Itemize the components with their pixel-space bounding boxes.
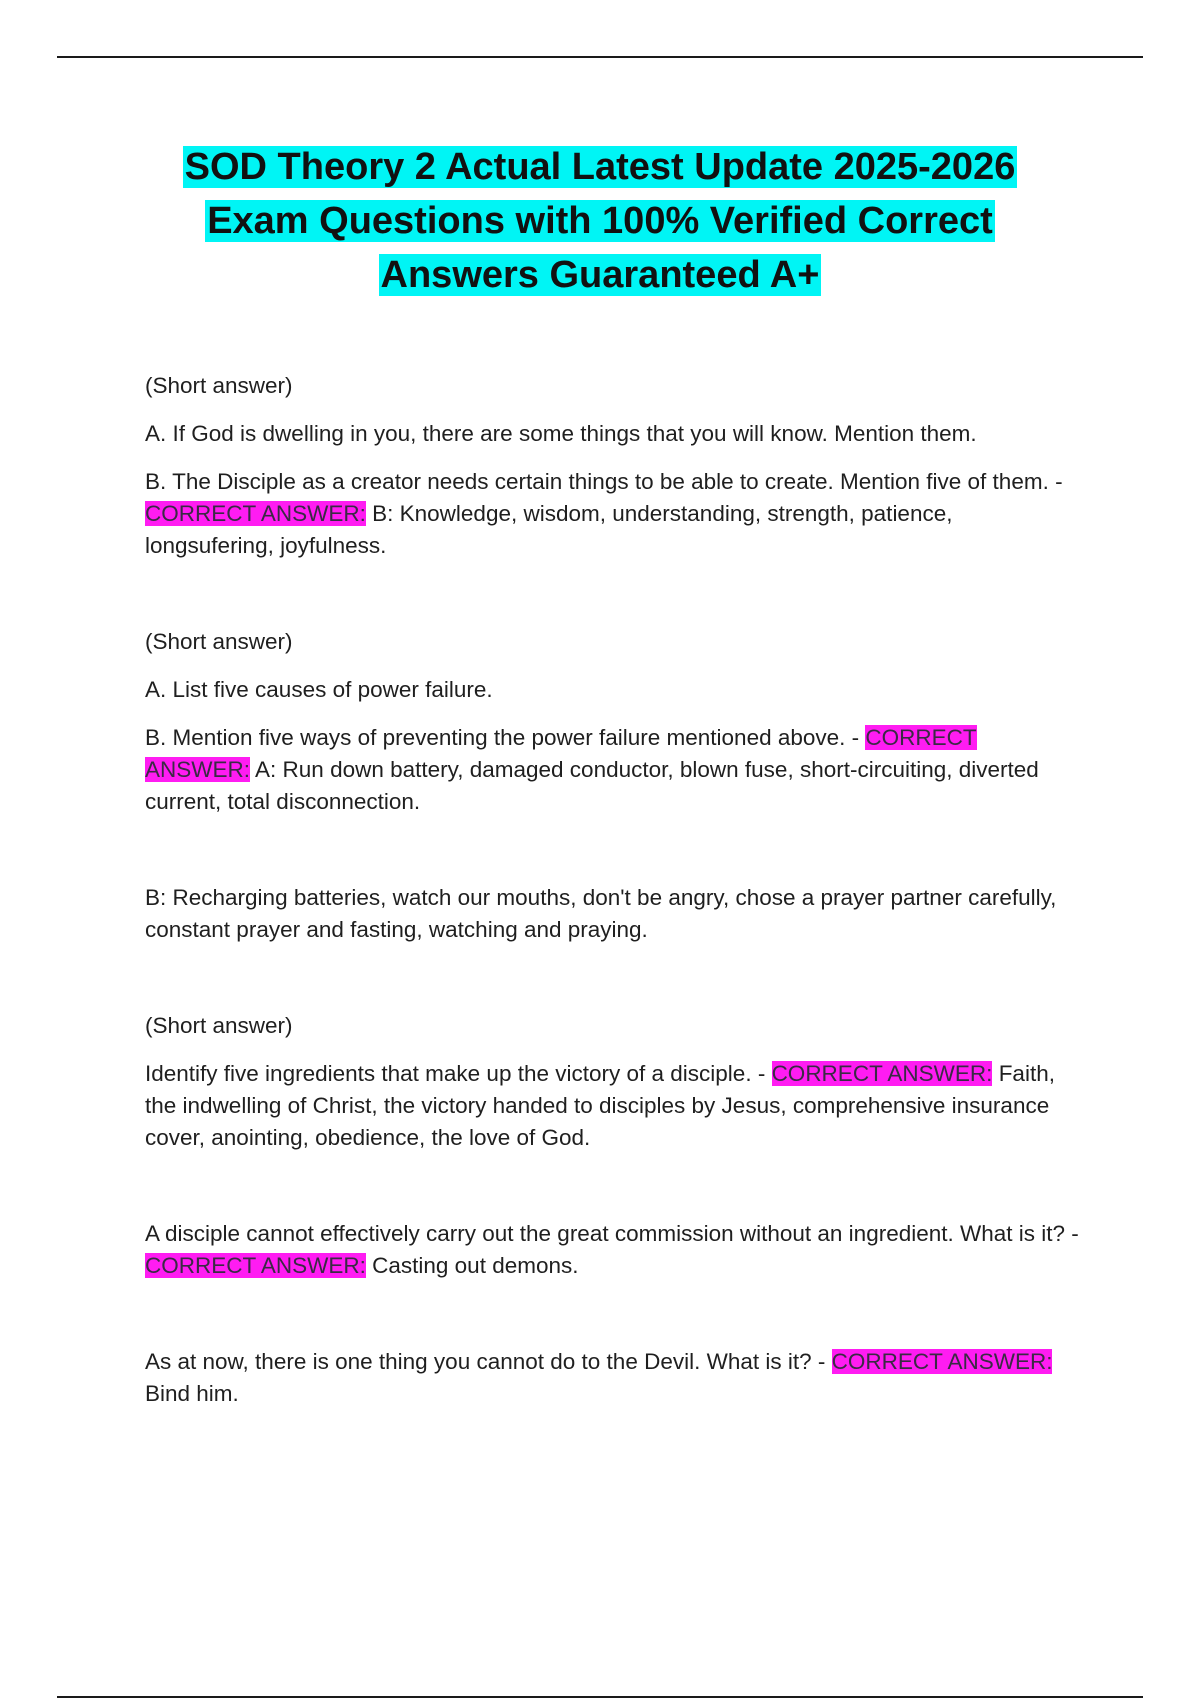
question-b-with-answer	[145, 466, 1085, 562]
title-line-1: SOD Theory 2 Actual Latest Update 2025-2026	[184, 146, 1016, 188]
answer-text-continued: B: Recharging batteries, watch our mouths, don't be angry, chose a prayer partner carefully, constant prayer and fasting, watching and praying.	[145, 885, 1057, 942]
answer-text: B: Knowledge, wisdom, understanding, strength, patience, longsufering, joyfulness.	[145, 501, 953, 558]
short-answer-label: (Short answer)	[145, 373, 293, 398]
correct-answer-label: CORRECT ANSWER:	[771, 1061, 993, 1086]
document-title	[100, 140, 1100, 302]
title-line-2: Exam Questions with 100% Verified Correct	[207, 200, 993, 242]
question-b-with-answer	[145, 722, 1085, 818]
question-with-answer	[145, 1058, 1085, 1154]
question-a: A. List five causes of power failure.	[145, 677, 493, 702]
answer-text: Bind him.	[145, 1381, 239, 1406]
question-b: B. Mention five ways of preventing the power failure mentioned above. -	[145, 725, 866, 750]
question: A disciple cannot effectively carry out the great commission without an ingredient. What is it? -	[145, 1221, 1079, 1246]
question-with-answer	[145, 1218, 1085, 1282]
question-a: A. If God is dwelling in you, there are some things that you will know. Mention them.	[145, 421, 977, 446]
top-rule	[57, 56, 1143, 58]
bottom-rule	[57, 1696, 1143, 1698]
answer-text: Faith, the indwelling of Christ, the victory handed to disciples by Jesus, comprehensive insurance cover, anointing, obedience, the love of God.	[145, 1061, 1055, 1150]
correct-answer-label: CORRECT ANSWER:	[145, 725, 977, 782]
question: Identify five ingredients that make up the victory of a disciple. -	[145, 1061, 772, 1086]
correct-answer-label: CORRECT ANSWER:	[145, 1253, 366, 1278]
question-with-answer	[145, 1346, 1085, 1410]
answer-text: A: Run down battery, damaged conductor, blown fuse, short-circuiting, diverted current, total disconnection.	[145, 757, 1039, 814]
short-answer-label: (Short answer)	[145, 629, 293, 654]
correct-answer-label: CORRECT ANSWER:	[145, 501, 366, 526]
short-answer-label: (Short answer)	[145, 1013, 293, 1038]
question: As at now, there is one thing you cannot do to the Devil. What is it? -	[145, 1349, 832, 1374]
question-b: B. The Disciple as a creator needs certain things to be able to create. Mention five of them. -	[145, 469, 1063, 494]
correct-answer-label: CORRECT ANSWER:	[831, 1349, 1053, 1374]
answer-text: Casting out demons.	[372, 1253, 579, 1278]
title-line-3: Answers Guaranteed A+	[380, 254, 820, 296]
document-body	[145, 370, 1085, 1426]
